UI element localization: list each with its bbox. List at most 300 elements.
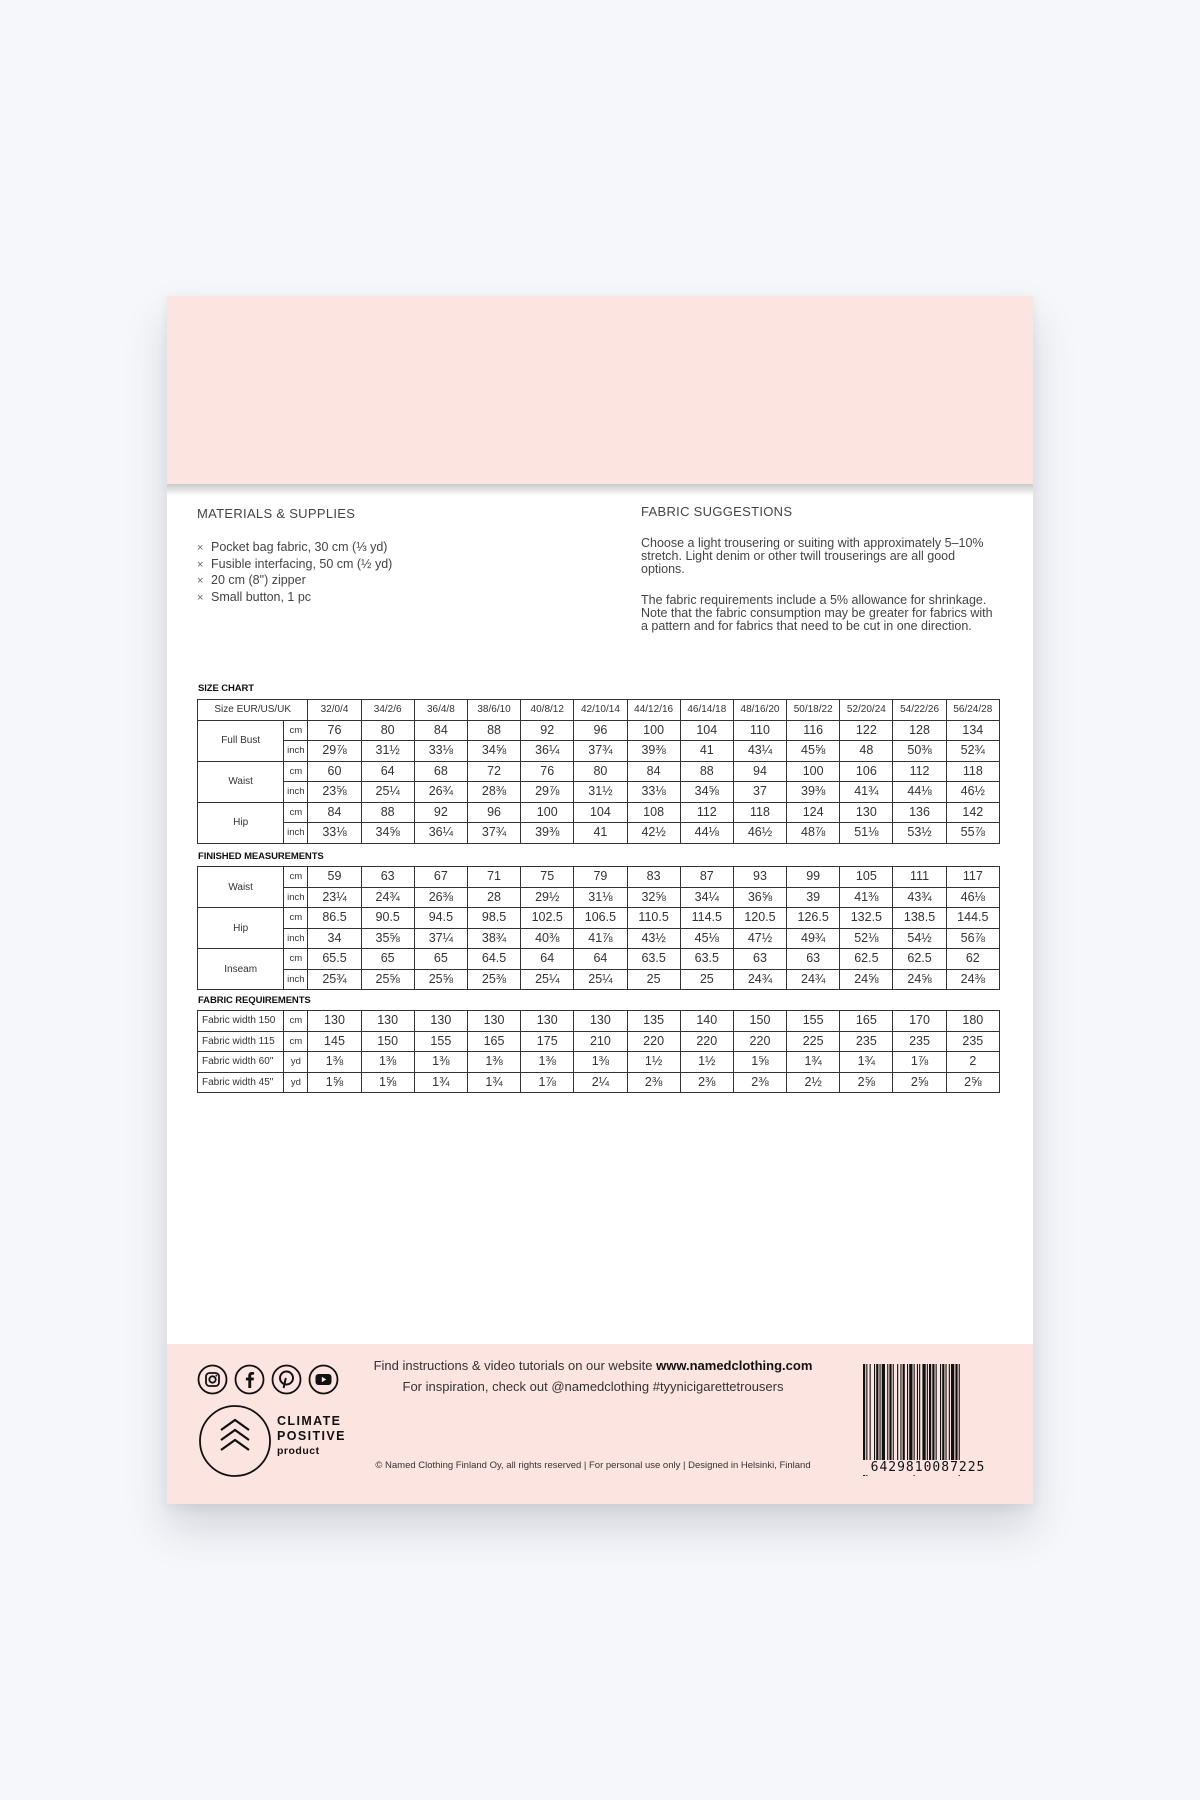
- value-cell: 94.5: [414, 908, 467, 929]
- value-cell: 36¼: [414, 823, 467, 844]
- value-cell: 110.5: [627, 908, 680, 929]
- barcode-bar: [922, 1364, 925, 1464]
- website-link[interactable]: www.namedclothing.com: [656, 1358, 813, 1373]
- table-row: [198, 761, 1000, 782]
- value-cell: 130: [840, 802, 893, 823]
- value-cell: 34⅝: [361, 823, 414, 844]
- value-cell: 75: [521, 867, 574, 888]
- value-cell: 1⅞: [521, 1072, 574, 1093]
- value-cell: 142: [946, 802, 999, 823]
- value-cell: 1⅜: [308, 1052, 361, 1073]
- materials-list: [197, 540, 392, 606]
- barcode-bar: [882, 1364, 885, 1464]
- climate-positive-label: CLIMATE POSITIVE product: [277, 1414, 346, 1457]
- value-cell: 124: [787, 802, 840, 823]
- value-cell: 25¼: [521, 969, 574, 990]
- pinterest-icon[interactable]: [271, 1364, 302, 1395]
- barcode-bar: [936, 1364, 937, 1464]
- value-cell: 112: [680, 802, 733, 823]
- value-cell: 88: [361, 802, 414, 823]
- value-cell: 37¾: [467, 823, 520, 844]
- value-cell: 25¼: [361, 782, 414, 803]
- unit-cell: inch: [284, 782, 308, 803]
- value-cell: 60: [308, 761, 361, 782]
- value-cell: 2⅝: [840, 1072, 893, 1093]
- value-cell: 65: [414, 949, 467, 970]
- value-cell: 52⅛: [840, 928, 893, 949]
- table-row: [198, 1031, 1000, 1052]
- value-cell: 100: [521, 802, 574, 823]
- value-cell: 64: [361, 761, 414, 782]
- value-cell: 1⅜: [521, 1052, 574, 1073]
- size-header-cell: 44/12/16: [627, 700, 680, 721]
- value-cell: 210: [574, 1031, 627, 1052]
- value-cell: 51⅛: [840, 823, 893, 844]
- unit-cell: cm: [284, 1011, 308, 1032]
- value-cell: 1⅝: [361, 1072, 414, 1093]
- value-cell: 106: [840, 761, 893, 782]
- size-header-cell: 54/22/26: [893, 700, 946, 721]
- unit-cell: cm: [284, 802, 308, 823]
- social-links: [197, 1364, 339, 1395]
- unit-cell: cm: [284, 1031, 308, 1052]
- row-label: Fabric width 45": [198, 1072, 284, 1093]
- unit-cell: yd: [284, 1052, 308, 1073]
- value-cell: 72: [467, 761, 520, 782]
- value-cell: 2⅜: [680, 1072, 733, 1093]
- table-row: [198, 720, 1000, 741]
- value-cell: 118: [946, 761, 999, 782]
- value-cell: 46½: [946, 782, 999, 803]
- value-cell: 63: [361, 867, 414, 888]
- value-cell: 1⅝: [308, 1072, 361, 1093]
- list-item: × 20 cm (8") zipper: [197, 573, 392, 590]
- table-row: [198, 823, 1000, 844]
- row-label: Hip: [198, 908, 284, 949]
- value-cell: 170: [893, 1011, 946, 1032]
- value-cell: 35⅝: [361, 928, 414, 949]
- value-cell: 52¾: [946, 741, 999, 762]
- table-row: [198, 928, 1000, 949]
- size-header-cell: 34/2/6: [361, 700, 414, 721]
- value-cell: 53½: [893, 823, 946, 844]
- value-cell: 25¾: [308, 969, 361, 990]
- value-cell: 29⅞: [308, 741, 361, 762]
- value-cell: 1½: [627, 1052, 680, 1073]
- value-cell: 41¾: [840, 782, 893, 803]
- value-cell: 2⅜: [733, 1072, 786, 1093]
- barcode-bar: [949, 1364, 950, 1464]
- table-row: [198, 1072, 1000, 1093]
- value-cell: 37¼: [414, 928, 467, 949]
- barcode-bar: [893, 1364, 894, 1464]
- value-cell: 165: [840, 1011, 893, 1032]
- value-cell: 31⅛: [574, 887, 627, 908]
- size-header-cell: 46/14/18: [680, 700, 733, 721]
- value-cell: 45⅛: [680, 928, 733, 949]
- value-cell: 1⅝: [733, 1052, 786, 1073]
- value-cell: 43¼: [733, 741, 786, 762]
- value-cell: 86.5: [308, 908, 361, 929]
- value-cell: 132.5: [840, 908, 893, 929]
- climate-positive-badge-icon: [197, 1403, 273, 1479]
- table-row: [198, 1052, 1000, 1073]
- value-cell: 80: [361, 720, 414, 741]
- value-cell: 1⅜: [467, 1052, 520, 1073]
- value-cell: 62: [946, 949, 999, 970]
- value-cell: 24⅝: [893, 969, 946, 990]
- value-cell: 2: [946, 1052, 999, 1073]
- value-cell: 63.5: [627, 949, 680, 970]
- barcode-bar: [903, 1364, 905, 1464]
- barcode-bar: [887, 1364, 888, 1464]
- value-cell: 45⅝: [787, 741, 840, 762]
- unit-cell: inch: [284, 928, 308, 949]
- materials-title: MATERIALS & SUPPLIES: [197, 506, 356, 521]
- value-cell: 49¾: [787, 928, 840, 949]
- value-cell: 59: [308, 867, 361, 888]
- value-cell: 99: [787, 867, 840, 888]
- value-cell: 34¼: [680, 887, 733, 908]
- value-cell: 32⅝: [627, 887, 680, 908]
- size-header-cell: 52/20/24: [840, 700, 893, 721]
- unit-cell: cm: [284, 761, 308, 782]
- bullet-x-icon: ×: [197, 558, 204, 571]
- value-cell: 31½: [574, 782, 627, 803]
- value-cell: 28⅜: [467, 782, 520, 803]
- value-cell: 68: [414, 761, 467, 782]
- barcode-bar: [955, 1364, 957, 1464]
- value-cell: 122: [840, 720, 893, 741]
- table-row: [198, 782, 1000, 803]
- value-cell: 25: [680, 969, 733, 990]
- size-header-cell: 50/18/22: [787, 700, 840, 721]
- fabric-suggestions-paragraph-1: Choose a light trousering or suiting with approximately 5–10% stretch. Light denim or other twill trouserings are all good options.: [641, 536, 984, 576]
- value-cell: 25⅜: [467, 969, 520, 990]
- value-cell: 42½: [627, 823, 680, 844]
- size-header-cell: 48/16/20: [733, 700, 786, 721]
- value-cell: 1¾: [787, 1052, 840, 1073]
- bottom-pink-band: [167, 1344, 1033, 1504]
- value-cell: 25¼: [574, 969, 627, 990]
- value-cell: 88: [680, 761, 733, 782]
- value-cell: 120.5: [733, 908, 786, 929]
- size-chart-title: SIZE CHART: [198, 683, 255, 694]
- barcode-bar: [917, 1364, 918, 1464]
- size-header-cell: 40/8/12: [521, 700, 574, 721]
- value-cell: 84: [308, 802, 361, 823]
- barcode-bar: [927, 1364, 928, 1464]
- unit-cell: inch: [284, 741, 308, 762]
- barcode-bar: [897, 1364, 898, 1464]
- value-cell: 54½: [893, 928, 946, 949]
- value-cell: 225: [787, 1031, 840, 1052]
- table-row: [198, 908, 1000, 929]
- value-cell: 41: [680, 741, 733, 762]
- value-cell: 24¾: [787, 969, 840, 990]
- size-header-cell: 56/24/28: [946, 700, 999, 721]
- value-cell: 1⅜: [361, 1052, 414, 1073]
- value-cell: 47½: [733, 928, 786, 949]
- value-cell: 67: [414, 867, 467, 888]
- value-cell: 136: [893, 802, 946, 823]
- value-cell: 220: [627, 1031, 680, 1052]
- barcode-bar: [889, 1364, 891, 1464]
- value-cell: 34⅝: [680, 782, 733, 803]
- value-cell: 63: [787, 949, 840, 970]
- value-cell: 25⅝: [414, 969, 467, 990]
- barcode-bar: [951, 1364, 954, 1464]
- table-row: [198, 887, 1000, 908]
- barcode-bar: [900, 1364, 901, 1464]
- value-cell: 118: [733, 802, 786, 823]
- row-label: Full Bust: [198, 720, 284, 761]
- value-cell: 55⅞: [946, 823, 999, 844]
- value-cell: 43¾: [893, 887, 946, 908]
- value-cell: 2⅝: [893, 1072, 946, 1093]
- bullet-x-icon: ×: [197, 591, 204, 604]
- row-label: Waist: [198, 867, 284, 908]
- unit-cell: cm: [284, 908, 308, 929]
- table-row: [198, 949, 1000, 970]
- fabric-requirements-table: [197, 1010, 1000, 1093]
- size-header-cell: 38/6/10: [467, 700, 520, 721]
- value-cell: 138.5: [893, 908, 946, 929]
- value-cell: 23⅝: [308, 782, 361, 803]
- table-row: [198, 969, 1000, 990]
- fabric-suggestions-title: FABRIC SUGGESTIONS: [641, 504, 793, 519]
- size-header-row: [198, 700, 1000, 721]
- value-cell: 235: [946, 1031, 999, 1052]
- value-cell: 100: [627, 720, 680, 741]
- row-label: Waist: [198, 761, 284, 802]
- value-cell: 130: [361, 1011, 414, 1032]
- value-cell: 84: [414, 720, 467, 741]
- table-row: [198, 1011, 1000, 1032]
- value-cell: 63: [733, 949, 786, 970]
- unit-cell: inch: [284, 887, 308, 908]
- value-cell: 29½: [521, 887, 574, 908]
- youtube-icon[interactable]: [308, 1364, 339, 1395]
- value-cell: 39⅜: [521, 823, 574, 844]
- value-cell: 220: [733, 1031, 786, 1052]
- value-cell: 80: [574, 761, 627, 782]
- row-label: Inseam: [198, 949, 284, 990]
- barcode-bar: [870, 1364, 871, 1464]
- value-cell: 98.5: [467, 908, 520, 929]
- fabric-requirements-title: FABRIC REQUIREMENTS: [198, 995, 311, 1006]
- value-cell: 37: [733, 782, 786, 803]
- value-cell: 87: [680, 867, 733, 888]
- value-cell: 65: [361, 949, 414, 970]
- value-cell: 128: [893, 720, 946, 741]
- value-cell: 150: [361, 1031, 414, 1052]
- table-row: [198, 802, 1000, 823]
- barcode-bar: [940, 1364, 941, 1464]
- value-cell: 2¼: [574, 1072, 627, 1093]
- value-cell: 33⅛: [308, 823, 361, 844]
- value-cell: 43½: [627, 928, 680, 949]
- value-cell: 2⅜: [627, 1072, 680, 1093]
- value-cell: 155: [787, 1011, 840, 1032]
- unit-cell: cm: [284, 949, 308, 970]
- value-cell: 88: [467, 720, 520, 741]
- value-cell: 180: [946, 1011, 999, 1032]
- value-cell: 34: [308, 928, 361, 949]
- value-cell: 104: [574, 802, 627, 823]
- barcode-bar: [919, 1364, 920, 1464]
- value-cell: 28: [467, 887, 520, 908]
- value-cell: 1¾: [414, 1072, 467, 1093]
- value-cell: 46⅛: [946, 887, 999, 908]
- unit-cell: inch: [284, 823, 308, 844]
- value-cell: 130: [414, 1011, 467, 1032]
- barcode-bar: [876, 1364, 878, 1464]
- value-cell: 62.5: [840, 949, 893, 970]
- value-cell: 83: [627, 867, 680, 888]
- value-cell: 24¾: [733, 969, 786, 990]
- value-cell: 36¼: [521, 741, 574, 762]
- value-cell: 46½: [733, 823, 786, 844]
- size-header-cell: 32/0/4: [308, 700, 361, 721]
- instagram-icon[interactable]: [197, 1364, 228, 1395]
- value-cell: 41⅜: [840, 887, 893, 908]
- value-cell: 76: [308, 720, 361, 741]
- value-cell: 100: [787, 761, 840, 782]
- value-cell: 24¾: [361, 887, 414, 908]
- value-cell: 23¼: [308, 887, 361, 908]
- value-cell: 106.5: [574, 908, 627, 929]
- barcode-bar: [929, 1364, 931, 1464]
- row-label: Hip: [198, 802, 284, 843]
- table-row: [198, 741, 1000, 762]
- value-cell: 48⅞: [787, 823, 840, 844]
- value-cell: 62.5: [893, 949, 946, 970]
- value-cell: 1¾: [467, 1072, 520, 1093]
- value-cell: 155: [414, 1031, 467, 1052]
- finished-measurements-title: FINISHED MEASUREMENTS: [198, 851, 324, 862]
- value-cell: 150: [733, 1011, 786, 1032]
- size-chart-table: [197, 699, 1000, 844]
- barcode-number: 6429810087225: [853, 1460, 1003, 1475]
- value-cell: 1⅜: [414, 1052, 467, 1073]
- barcode-bar: [909, 1364, 912, 1464]
- value-cell: 1½: [680, 1052, 733, 1073]
- value-cell: 144.5: [946, 908, 999, 929]
- value-cell: 26¾: [414, 782, 467, 803]
- unit-cell: cm: [284, 867, 308, 888]
- value-cell: 64: [574, 949, 627, 970]
- value-cell: 29⅞: [521, 782, 574, 803]
- value-cell: 71: [467, 867, 520, 888]
- value-cell: 130: [308, 1011, 361, 1032]
- value-cell: 134: [946, 720, 999, 741]
- unit-cell: cm: [284, 720, 308, 741]
- value-cell: 65.5: [308, 949, 361, 970]
- value-cell: 41⅞: [574, 928, 627, 949]
- value-cell: 25⅝: [361, 969, 414, 990]
- row-label: Fabric width 115: [198, 1031, 284, 1052]
- list-item: × Small button, 1 pc: [197, 590, 392, 607]
- value-cell: 126.5: [787, 908, 840, 929]
- value-cell: 44⅛: [893, 782, 946, 803]
- unit-cell: yd: [284, 1072, 308, 1093]
- value-cell: 90.5: [361, 908, 414, 929]
- unit-cell: inch: [284, 969, 308, 990]
- value-cell: 117: [946, 867, 999, 888]
- value-cell: 130: [467, 1011, 520, 1032]
- value-cell: 79: [574, 867, 627, 888]
- website-info: Find instructions & video tutorials on our website www.namedclothing.com: [373, 1358, 813, 1373]
- bullet-x-icon: ×: [197, 575, 204, 587]
- size-header-cell: 42/10/14: [574, 700, 627, 721]
- inspiration-line: For inspiration, check out @namedclothing #tyynicigarettetrousers: [402, 1379, 784, 1394]
- barcode-bar: [932, 1364, 934, 1464]
- barcode-bar: [874, 1364, 875, 1464]
- value-cell: 36⅝: [733, 887, 786, 908]
- list-item: × Pocket bag fabric, 30 cm (⅓ yd): [197, 540, 392, 557]
- row-label: Fabric width 60": [198, 1052, 284, 1073]
- value-cell: 130: [574, 1011, 627, 1032]
- value-cell: 130: [521, 1011, 574, 1032]
- value-cell: 108: [627, 802, 680, 823]
- value-cell: 114.5: [680, 908, 733, 929]
- value-cell: 37¾: [574, 741, 627, 762]
- value-cell: 135: [627, 1011, 680, 1032]
- value-cell: 1¾: [840, 1052, 893, 1073]
- top-pink-band: [167, 296, 1033, 484]
- value-cell: 33⅛: [414, 741, 467, 762]
- value-cell: 116: [787, 720, 840, 741]
- value-cell: 64: [521, 949, 574, 970]
- value-cell: 38¾: [467, 928, 520, 949]
- barcode-bar: [942, 1364, 944, 1464]
- value-cell: 175: [521, 1031, 574, 1052]
- value-cell: 41: [574, 823, 627, 844]
- value-cell: 92: [414, 802, 467, 823]
- value-cell: 39: [787, 887, 840, 908]
- value-cell: 235: [893, 1031, 946, 1052]
- value-cell: 1⅞: [893, 1052, 946, 1073]
- finished-measurements-table: [197, 866, 1000, 990]
- value-cell: 140: [680, 1011, 733, 1032]
- value-cell: 48: [840, 741, 893, 762]
- value-cell: 39⅜: [627, 741, 680, 762]
- value-cell: 96: [467, 802, 520, 823]
- copyright-line: © Named Clothing Finland Oy, all rights reserved | For personal use only | Designed in Helsinki, Finland: [375, 1460, 811, 1471]
- list-item: × Fusible interfacing, 50 cm (½ yd): [197, 557, 392, 574]
- value-cell: 92: [521, 720, 574, 741]
- bullet-x-icon: ×: [197, 542, 204, 554]
- value-cell: 96: [574, 720, 627, 741]
- value-cell: 110: [733, 720, 786, 741]
- value-cell: 93: [733, 867, 786, 888]
- value-cell: 145: [308, 1031, 361, 1052]
- value-cell: 111: [893, 867, 946, 888]
- value-cell: 40⅜: [521, 928, 574, 949]
- value-cell: 34⅝: [467, 741, 520, 762]
- value-cell: 33⅛: [627, 782, 680, 803]
- barcode-bar: [880, 1364, 881, 1464]
- facebook-icon[interactable]: [234, 1364, 265, 1395]
- barcode-bar: [946, 1364, 947, 1464]
- value-cell: 44⅛: [680, 823, 733, 844]
- value-cell: 50⅜: [893, 741, 946, 762]
- value-cell: 56⅞: [946, 928, 999, 949]
- size-header-cell: 36/4/8: [414, 700, 467, 721]
- value-cell: 25: [627, 969, 680, 990]
- value-cell: 31½: [361, 741, 414, 762]
